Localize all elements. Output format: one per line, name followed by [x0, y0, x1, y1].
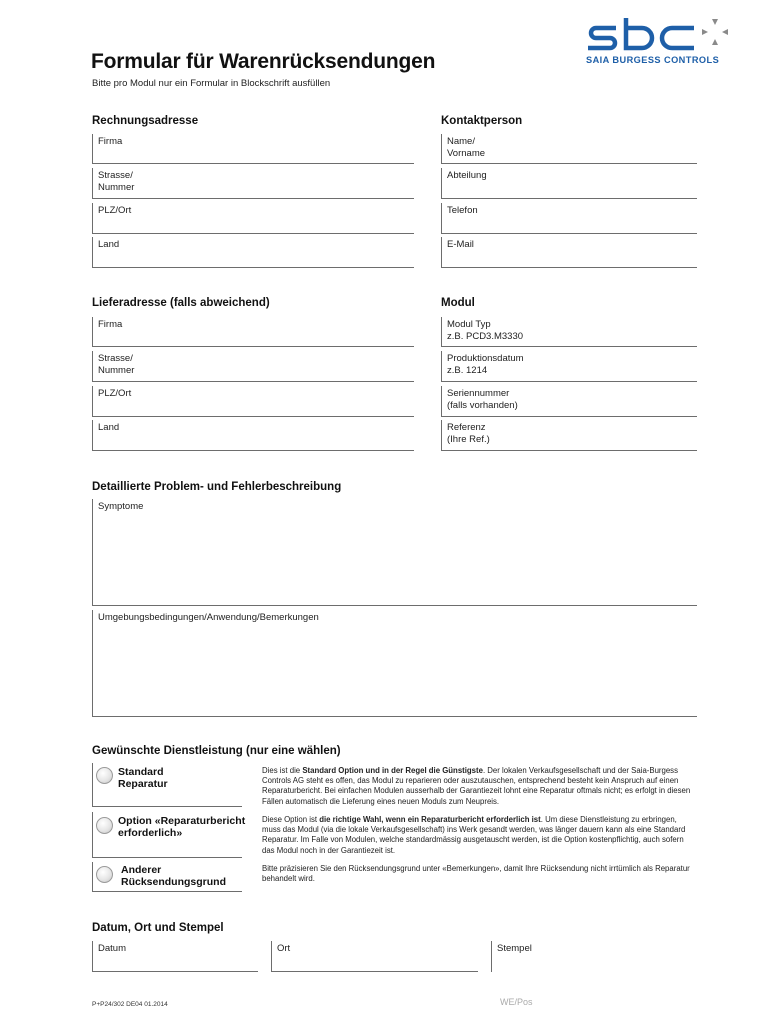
field-label: Stempel: [497, 943, 532, 954]
logo-subtext: SAIA BURGESS CONTROLS: [586, 55, 720, 65]
radio-other-reason[interactable]: [96, 866, 113, 883]
option-label: Anderer Rücksendungsgrund: [121, 864, 227, 888]
document-code: P+P24/302 DE04 01.2014: [92, 1001, 168, 1008]
option-description: Diese Option ist die richtige Wahl, wenn ein Reparaturbericht erforderlich ist. Um diese Dienstleistung zu erbringen, muss das Modul (via die lokale Verkaufsgesellschaft) ins Werk gesandt werden, was länger dauern kann als eine Standard Reparatur. Im Falle von Modulen, welche standardmässig ausgetauscht werden, ist die Option kostenpflichtig, auch sofern das Modul noch in der Garantiezeit ist.: [262, 815, 686, 855]
place-field[interactable]: [271, 941, 478, 972]
contact-name-field[interactable]: [441, 134, 697, 164]
signature-title: Datum, Ort und Stempel: [92, 922, 224, 934]
field-label: Telefon: [447, 205, 478, 216]
field-label: Firma: [98, 136, 123, 147]
billing-country-field[interactable]: [92, 237, 414, 268]
field-label: Strasse/ Nummer: [98, 170, 135, 193]
delivery-country-field[interactable]: [92, 420, 414, 451]
module-type-field[interactable]: [441, 317, 697, 347]
option-description: Dies ist die Standard Option und in der Regel die Günstigste. Der lokalen Verkaufsgesellschaft und der Saia-Burgess Controls AG steht es offen, das Modul zu reparieren oder auszutauschen, entsprechend besteht kein Anspruch auf einen Reparaturbericht. Bei einfachen Modulen ausserhalb der Garantiezeit lohnt eine Reparatur oftmals nicht; es erfolgt in diesen Fällen automatisch die Lieferung eines neuen Moduls zum Neupreis.: [262, 766, 691, 806]
stamp-field[interactable]: [491, 941, 697, 972]
problem-title: Detaillierte Problem- und Fehlerbeschreibung: [92, 481, 342, 493]
field-label: Land: [98, 239, 120, 250]
field-label: Symptome: [98, 501, 144, 512]
contact-title: Kontaktperson: [441, 115, 523, 127]
environment-remarks-textarea[interactable]: [92, 610, 697, 717]
field-label: E-Mail: [447, 239, 474, 250]
field-label: Referenz (Ihre Ref.): [447, 422, 490, 445]
field-label: Ort: [277, 943, 291, 954]
billing-zip-city-field[interactable]: [92, 203, 414, 234]
field-label: Abteilung: [447, 170, 487, 181]
field-label: Datum: [98, 943, 126, 954]
delivery-street-field[interactable]: [92, 351, 414, 382]
field-label: Produktionsdatum z.B. 1214: [447, 353, 524, 376]
document-initials: WE/Pos: [500, 997, 533, 1007]
symptoms-textarea[interactable]: [92, 499, 697, 606]
field-label: Seriennummer (falls vorhanden): [447, 388, 518, 411]
field-label: PLZ/Ort: [98, 388, 132, 399]
field-label: Strasse/ Nummer: [98, 353, 135, 376]
contact-phone-field[interactable]: [441, 203, 697, 234]
field-label: Umgebungsbedingungen/Anwendung/Bemerkungen: [98, 612, 319, 623]
module-title: Modul: [441, 297, 475, 309]
option-description: Bitte präzisieren Sie den Rücksendungsgrund unter «Bemerkungen», damit Ihre Rücksendung nicht irrtümlich als Reparatur behandelt wird.: [262, 864, 690, 884]
form-title: Formular für Warenrücksendungen: [91, 50, 436, 73]
field-label: PLZ/Ort: [98, 205, 132, 216]
billing-company-field[interactable]: [92, 134, 414, 164]
delivery-zip-city-field[interactable]: [92, 386, 414, 417]
form-subtitle: Bitte pro Modul nur ein Formular in Blockschrift ausfüllen: [92, 78, 331, 89]
module-reference-field[interactable]: [441, 420, 697, 451]
delivery-title: Lieferadresse (falls abweichend): [92, 297, 270, 309]
date-field[interactable]: [92, 941, 258, 972]
service-title: Gewünschte Dienstleistung (nur eine wählen): [92, 745, 341, 757]
radio-repair-report[interactable]: [96, 817, 113, 834]
module-production-date-field[interactable]: [441, 351, 697, 382]
radio-standard-repair[interactable]: [96, 767, 113, 784]
option-label: Standard Reparatur: [118, 766, 168, 790]
sbc-logo-mark: [586, 16, 734, 56]
module-serial-number-field[interactable]: [441, 386, 697, 417]
field-label: Land: [98, 422, 120, 433]
billing-street-field[interactable]: [92, 168, 414, 199]
contact-department-field[interactable]: [441, 168, 697, 199]
delivery-company-field[interactable]: [92, 317, 414, 347]
field-label: Modul Typ z.B. PCD3.M3330: [447, 319, 524, 342]
option-label: Option «Reparaturbericht erforderlich»: [118, 815, 246, 839]
billing-title: Rechnungsadresse: [92, 115, 199, 127]
field-label: Name/ Vorname: [447, 136, 486, 159]
contact-email-field[interactable]: [441, 237, 697, 268]
sbc-logo: [586, 16, 734, 68]
field-label: Firma: [98, 319, 123, 330]
